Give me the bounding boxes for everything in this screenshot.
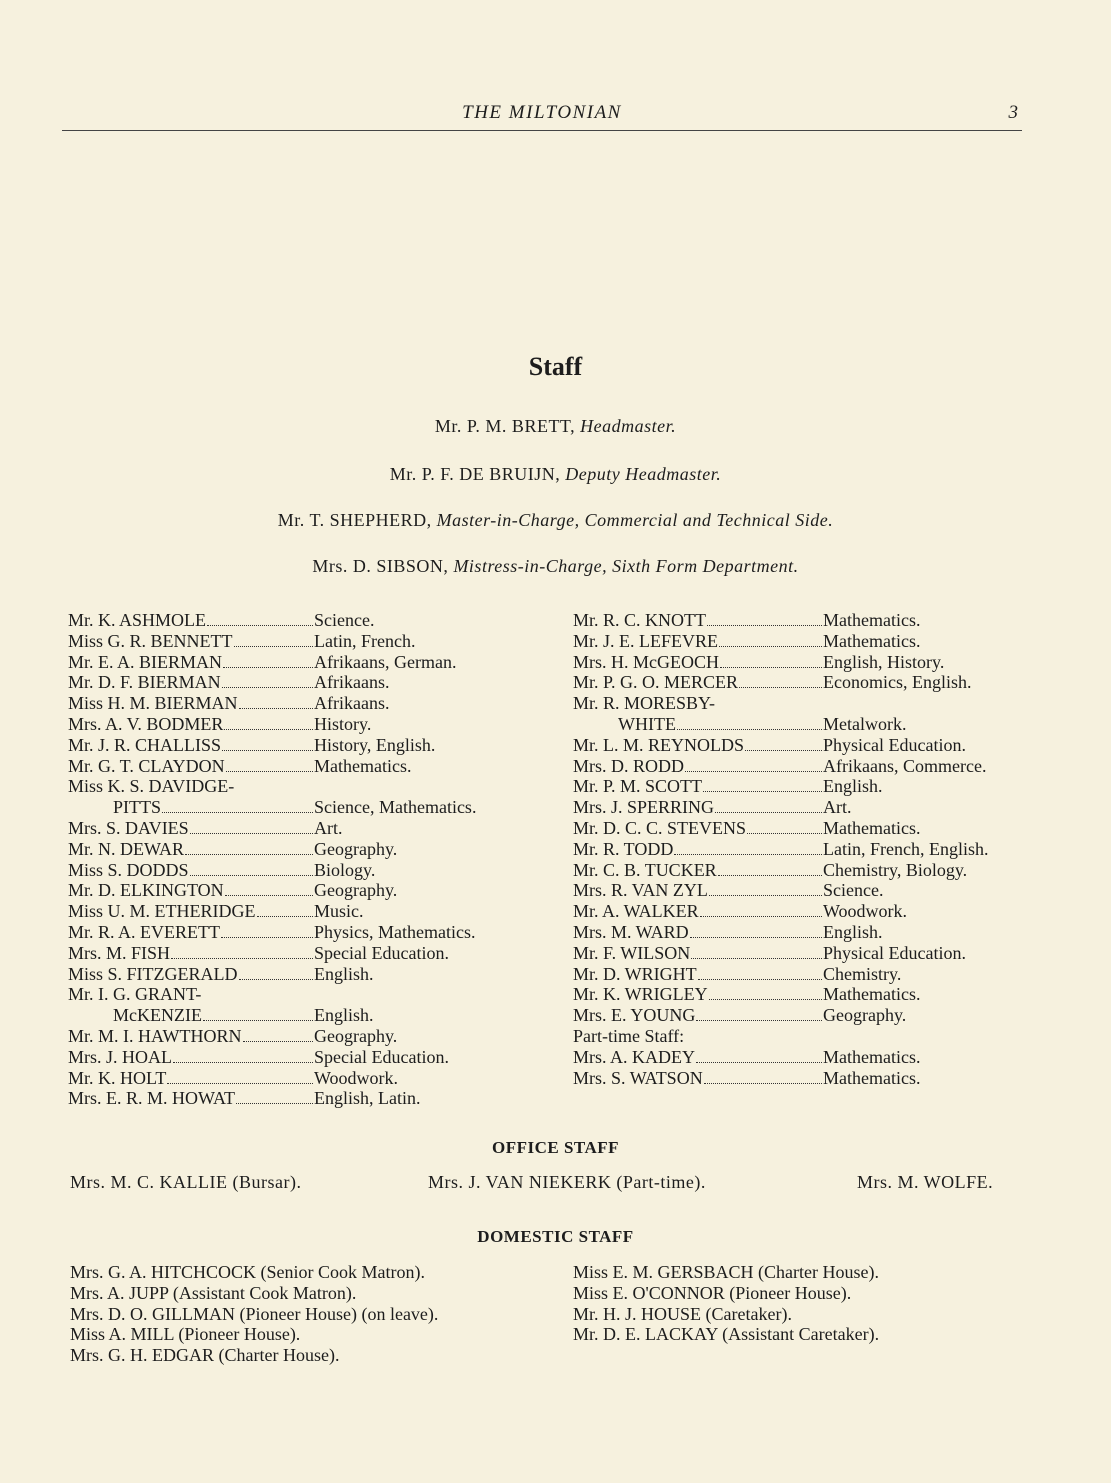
staff-row [573, 776, 1043, 797]
domestic-staff-right [573, 1262, 1043, 1345]
staff-row [573, 1005, 1043, 1026]
senior-staff-name: Mr. P. M. BRETT, [434, 416, 576, 436]
dot-leader [715, 812, 822, 813]
staff-subject: Special Education. [314, 942, 449, 963]
staff-name-cell [68, 943, 314, 964]
staff-subject: Science. [823, 880, 884, 901]
domestic-staff-member: Miss A. MILL (Pioneer House). [70, 1324, 301, 1345]
staff-name: Miss K. S. DAVIDGE- [68, 776, 235, 797]
staff-row [68, 818, 538, 839]
staff-row [573, 964, 1043, 985]
staff-name-cell [68, 818, 314, 839]
dot-leader [239, 708, 313, 709]
staff-name: Mr. I. G. GRANT- [68, 984, 202, 1005]
staff-name-cell [68, 1026, 314, 1047]
dot-leader [709, 895, 822, 896]
staff-name: Mr. D. F. BIERMAN [68, 672, 221, 693]
staff-row [68, 652, 538, 673]
staff-name: Mrs. E. R. M. HOWAT [68, 1088, 236, 1109]
staff-subject: History, English. [314, 734, 436, 755]
domestic-staff-member: Mr. D. E. LACKAY (Assistant Caretaker). [573, 1324, 880, 1345]
staff-row [68, 1047, 538, 1068]
dot-leader [162, 812, 313, 813]
domestic-staff-heading: DOMESTIC STAFF [477, 1227, 634, 1246]
staff-row [573, 610, 1043, 631]
staff-row [573, 631, 1043, 652]
staff-name-cell [573, 652, 823, 673]
staff-subject: Geography. [314, 838, 398, 859]
staff-name-cell [68, 1047, 314, 1068]
office-staff-heading: OFFICE STAFF [491, 1138, 620, 1157]
dot-leader [243, 1041, 313, 1042]
dot-leader [704, 1083, 822, 1084]
staff-subject: Afrikaans, Commerce. [823, 755, 987, 776]
domestic-staff-member: Mrs. D. O. GILLMAN (Pioneer House) (on leave). [70, 1303, 439, 1324]
dot-leader [225, 895, 313, 896]
running-header [62, 100, 1022, 131]
staff-name: Mrs. S. WATSON [573, 1067, 703, 1088]
staff-name-cell [68, 756, 314, 777]
staff-name: Part-time Staff: [573, 1025, 685, 1046]
dot-leader [203, 1020, 313, 1021]
staff-row [573, 1047, 1043, 1068]
staff-name: Mrs. J. SPERRING [573, 797, 715, 818]
staff-row [573, 860, 1043, 881]
staff-name: Mr. P. G. O. MERCER [573, 672, 739, 693]
staff-name-cell [573, 693, 715, 714]
staff-name-cell [573, 756, 823, 777]
staff-subject: Economics, English. [823, 672, 972, 693]
staff-name: Mrs. H. McGEOCH [573, 651, 719, 672]
staff-name-cell [68, 693, 314, 714]
staff-name: Mr. C. B. TUCKER [573, 859, 717, 880]
page-number: 3 [1008, 102, 1018, 123]
staff-name-cell [68, 652, 314, 673]
staff-row [573, 714, 1043, 735]
staff-name: Mrs. A. KADEY [573, 1046, 696, 1067]
staff-row [68, 735, 538, 756]
staff-name-cell [573, 1005, 823, 1026]
staff-name-cell [68, 735, 314, 756]
dot-leader [700, 916, 822, 917]
staff-row [573, 818, 1043, 839]
staff-subject: Music. [314, 901, 364, 922]
staff-row [68, 922, 538, 943]
dot-leader [690, 937, 822, 938]
staff-row [68, 797, 538, 818]
staff-name-cell [68, 672, 314, 693]
dot-leader [190, 833, 313, 834]
dot-leader [718, 875, 822, 876]
staff-subject: Science. [314, 610, 375, 630]
staff-name: Mr. K. HOLT [68, 1067, 167, 1088]
dot-leader [222, 750, 313, 751]
staff-subject: Metalwork. [823, 713, 907, 734]
staff-name: Mrs. M. WARD [573, 921, 689, 942]
staff-name: Mr. M. I. HAWTHORN [68, 1025, 242, 1046]
staff-name: PITTS [113, 797, 162, 818]
staff-name: Mr. K. WRIGLEY [573, 984, 708, 1005]
dot-leader [696, 1062, 822, 1063]
staff-list-right [573, 610, 1043, 1088]
dot-leader [707, 625, 822, 626]
staff-name: Mrs. S. DAVIES [68, 817, 189, 838]
staff-row [573, 943, 1043, 964]
running-title: THE MILTONIAN [462, 102, 622, 123]
staff-name: Mr. D. ELKINGTON [68, 880, 224, 901]
dot-leader [173, 1062, 313, 1063]
dot-leader [720, 667, 822, 668]
staff-name: Mr. D. C. C. STEVENS [573, 817, 747, 838]
senior-staff-line [0, 464, 1111, 485]
staff-subject: Art. [823, 797, 852, 818]
staff-name: McKENZIE [113, 1005, 202, 1026]
dot-leader [171, 958, 313, 959]
dot-leader [698, 979, 822, 980]
staff-subject: Mathematics. [823, 984, 921, 1005]
staff-subject: Biology. [314, 859, 376, 880]
staff-name-cell [68, 610, 314, 631]
dot-leader [703, 791, 822, 792]
dot-leader [226, 771, 313, 772]
staff-subject: Latin, French. [314, 630, 416, 651]
staff-subject: Mathematics. [823, 610, 921, 630]
dot-leader [222, 687, 313, 688]
staff-row [68, 1068, 538, 1089]
staff-subject: English. [314, 963, 374, 984]
staff-name: Mrs. A. V. BODMER [68, 713, 224, 734]
staff-row [68, 714, 538, 735]
staff-row [68, 984, 538, 1005]
staff-subject: Geography. [823, 1005, 907, 1026]
dot-leader [677, 729, 822, 730]
staff-name-cell [573, 797, 823, 818]
dot-leader [224, 729, 313, 730]
staff-name-cell [573, 839, 823, 860]
staff-row [573, 839, 1043, 860]
dot-leader [234, 646, 313, 647]
staff-name-cell [573, 880, 823, 901]
staff-subject: Chemistry. [823, 963, 902, 984]
staff-subject: Physical Education. [823, 734, 966, 755]
staff-subject: Science, Mathematics. [314, 797, 477, 818]
staff-name-cell [573, 943, 823, 964]
staff-name-cell [573, 922, 823, 943]
staff-name-cell [68, 1088, 314, 1109]
staff-row [68, 756, 538, 777]
staff-subject: Mathematics. [823, 817, 921, 838]
staff-row [573, 797, 1043, 818]
staff-subject: English. [823, 921, 883, 942]
staff-name: Mrs. D. RODD [573, 755, 685, 776]
staff-row [68, 880, 538, 901]
senior-staff-name: Mr. P. F. DE BRUIJN, [389, 464, 561, 484]
dot-leader [747, 833, 822, 834]
staff-name-cell [573, 1068, 823, 1089]
staff-name: Mr. R. A. EVERETT [68, 921, 220, 942]
staff-name: Mr. R. C. KNOTT [573, 610, 707, 630]
staff-row [573, 1026, 1043, 1047]
staff-name: Mr. J. E. LEFEVRE [573, 630, 719, 651]
dot-leader [745, 750, 822, 751]
staff-row [68, 860, 538, 881]
staff-row [68, 1088, 538, 1109]
staff-name: Mrs. E. YOUNG [573, 1005, 696, 1026]
staff-name-cell [573, 1047, 823, 1068]
staff-row [68, 1005, 538, 1026]
staff-row [573, 735, 1043, 756]
staff-row [68, 693, 538, 714]
staff-name: Mr. J. R. CHALLISS [68, 734, 222, 755]
staff-name: Mr. E. A. BIERMAN [68, 651, 223, 672]
staff-name: Mr. P. M. SCOTT [573, 776, 703, 797]
staff-row [68, 964, 538, 985]
staff-subject: English. [314, 1005, 374, 1026]
staff-name-cell [573, 672, 823, 693]
staff-subject: Afrikaans, German. [314, 651, 457, 672]
office-staff-member: Mrs. M. WOLFE. [857, 1172, 994, 1192]
staff-name: Mr. K. ASHMOLE [68, 610, 207, 630]
staff-name: Mrs. M. FISH [68, 942, 171, 963]
staff-name-cell [573, 860, 823, 881]
staff-row [573, 901, 1043, 922]
staff-name-cell [68, 901, 314, 922]
staff-name: WHITE [618, 713, 676, 734]
staff-name-cell [68, 631, 314, 652]
domestic-staff-member: Miss E. O'CONNOR (Pioneer House). [573, 1282, 852, 1303]
staff-row [573, 984, 1043, 1005]
staff-subject: Art. [314, 817, 343, 838]
staff-row [573, 693, 1043, 714]
dot-leader [674, 854, 822, 855]
domestic-staff-left [70, 1262, 560, 1366]
senior-staff-line [0, 556, 1111, 577]
staff-subject: Afrikaans. [314, 693, 390, 714]
staff-name: Mr. R. MORESBY- [573, 693, 716, 714]
staff-name: Miss H. M. BIERMAN [68, 693, 238, 714]
staff-name: Mr. N. DEWAR [68, 838, 184, 859]
dot-leader [190, 875, 313, 876]
staff-subject: Geography. [314, 1025, 398, 1046]
staff-subject: Mathematics. [823, 1067, 921, 1088]
dot-leader [257, 916, 314, 917]
staff-name-cell [68, 984, 201, 1005]
staff-name: Mrs. J. HOAL [68, 1046, 173, 1067]
staff-row [573, 1068, 1043, 1089]
staff-name: Mr. L. M. REYNOLDS [573, 734, 745, 755]
staff-name: Miss S. DODDS [68, 859, 189, 880]
senior-staff-role: Mistress-in-Charge, Sixth Form Department. [453, 556, 799, 576]
staff-row [573, 672, 1043, 693]
dot-leader [739, 687, 822, 688]
domestic-staff-member: Mrs. A. JUPP (Assistant Cook Matron). [70, 1282, 357, 1303]
dot-leader [223, 667, 313, 668]
staff-name-cell [573, 610, 823, 631]
staff-subject: Latin, French, English. [823, 838, 989, 859]
dot-leader [691, 958, 822, 959]
staff-row [68, 776, 538, 797]
dot-leader [221, 937, 313, 938]
staff-name-cell [68, 922, 314, 943]
senior-staff-line [0, 510, 1111, 531]
staff-name-cell [68, 964, 314, 985]
senior-staff-role: Master-in-Charge, Commercial and Technical Side. [436, 510, 834, 530]
senior-staff-name: Mr. T. SHEPHERD, [277, 510, 432, 530]
staff-row [68, 901, 538, 922]
staff-name-cell [573, 714, 823, 735]
staff-subject: Physics, Mathematics. [314, 921, 476, 942]
staff-name-cell [68, 714, 314, 735]
dot-leader [696, 1020, 822, 1021]
staff-name: Miss U. M. ETHERIDGE [68, 901, 256, 922]
domestic-staff-member: Mr. H. J. HOUSE (Caretaker). [573, 1303, 792, 1324]
staff-name: Mrs. R. VAN ZYL [573, 880, 708, 901]
staff-name-cell [573, 776, 823, 797]
staff-name: Miss G. R. BENNETT [68, 630, 233, 651]
office-staff-member: Mrs. M. C. KALLIE (Bursar). [70, 1172, 302, 1192]
staff-name-cell [573, 631, 823, 652]
domestic-staff-member: Miss E. M. GERSBACH (Charter House). [573, 1262, 879, 1282]
staff-name-cell [68, 1005, 314, 1026]
staff-subject: Woodwork. [314, 1067, 399, 1088]
senior-staff-name: Mrs. D. SIBSON, [312, 556, 449, 576]
staff-name: Mr. A. WALKER [573, 901, 699, 922]
staff-name-cell [573, 901, 823, 922]
staff-name: Mr. D. WRIGHT [573, 963, 697, 984]
senior-staff-line [0, 416, 1111, 437]
staff-subject: Physical Education. [823, 942, 966, 963]
dot-leader [236, 1103, 313, 1104]
staff-name-cell [573, 964, 823, 985]
dot-leader [719, 646, 822, 647]
staff-row [68, 610, 538, 631]
staff-name-cell [68, 860, 314, 881]
staff-subject: Geography. [314, 880, 398, 901]
dot-leader [185, 854, 313, 855]
senior-staff-role: Headmaster. [580, 416, 677, 436]
staff-subject: English, Latin. [314, 1088, 421, 1109]
staff-row [68, 1026, 538, 1047]
domestic-staff-member: Mrs. G. A. HITCHCOCK (Senior Cook Matron). [70, 1262, 425, 1282]
staff-row [68, 672, 538, 693]
staff-name-cell [68, 797, 314, 818]
staff-name-cell [573, 1026, 684, 1047]
staff-row [573, 652, 1043, 673]
staff-name-cell [68, 880, 314, 901]
staff-row [68, 631, 538, 652]
dot-leader [167, 1083, 313, 1084]
staff-subject: Woodwork. [823, 901, 908, 922]
staff-subject: Mathematics. [823, 1046, 921, 1067]
staff-row [68, 943, 538, 964]
staff-subject: English. [823, 776, 883, 797]
dot-leader [709, 999, 822, 1000]
staff-name-cell [68, 776, 234, 797]
staff-subject: History. [314, 713, 372, 734]
senior-staff-role: Deputy Headmaster. [565, 464, 722, 484]
staff-name-cell [573, 984, 823, 1005]
staff-subject: Mathematics. [314, 755, 412, 776]
staff-name-cell [573, 735, 823, 756]
staff-subject: Mathematics. [823, 630, 921, 651]
staff-name: Mr. R. TODD [573, 838, 674, 859]
staff-row [573, 922, 1043, 943]
dot-leader [685, 771, 822, 772]
staff-subject: English, History. [823, 651, 945, 672]
dot-leader [207, 625, 313, 626]
staff-name: Mr. G. T. CLAYDON [68, 755, 225, 776]
staff-row [573, 756, 1043, 777]
staff-subject: Special Education. [314, 1046, 449, 1067]
staff-name-cell [68, 1068, 314, 1089]
dot-leader [239, 979, 313, 980]
staff-name-cell [573, 818, 823, 839]
domestic-staff-member: Mrs. G. H. EDGAR (Charter House). [70, 1345, 340, 1366]
staff-subject: Afrikaans. [314, 672, 390, 693]
staff-subject: Chemistry, Biology. [823, 859, 968, 880]
staff-name: Miss S. FITZGERALD [68, 963, 238, 984]
staff-name-cell [68, 839, 314, 860]
staff-row [68, 839, 538, 860]
office-staff-member: Mrs. J. VAN NIEKERK (Part-time). [428, 1172, 706, 1192]
staff-name: Mr. F. WILSON [573, 942, 691, 963]
staff-list-left [68, 610, 538, 1109]
section-title: Staff [528, 352, 583, 381]
staff-row [573, 880, 1043, 901]
